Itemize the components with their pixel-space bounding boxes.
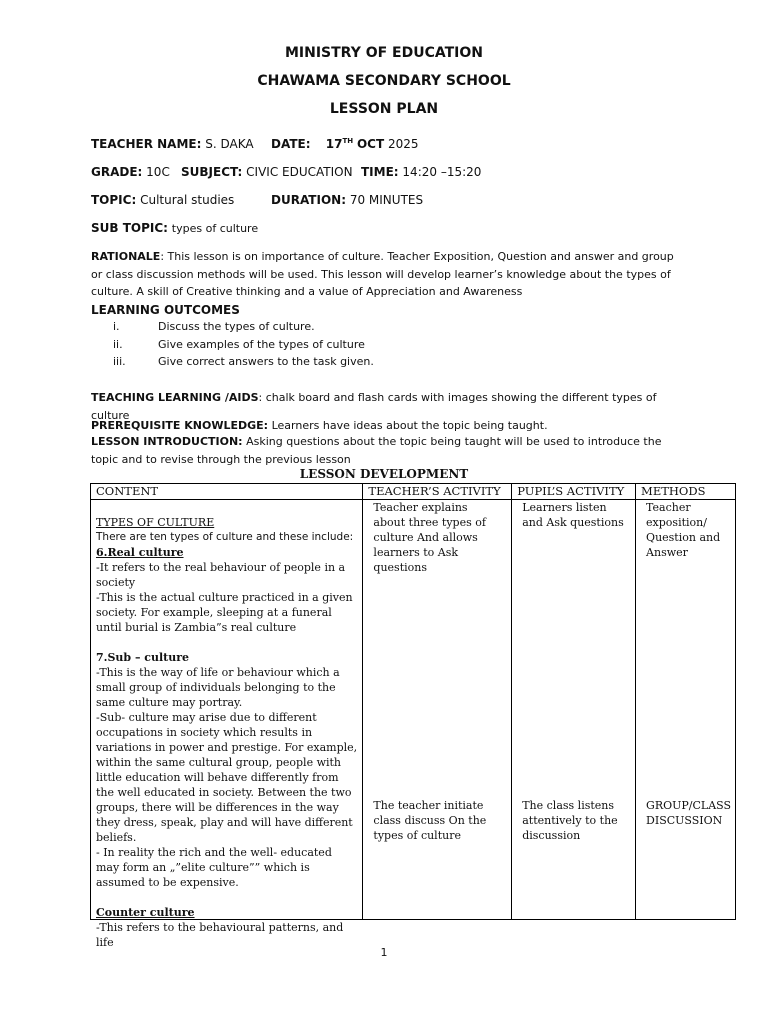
- time-row: [361, 165, 481, 179]
- pupil-activity-text: The class listens attentively to the discussion: [522, 799, 618, 842]
- prerequisite-line: [91, 417, 691, 435]
- page-number: 1: [380, 946, 388, 959]
- methods-text: Teacher exposition/ Question and Answer: [646, 501, 721, 559]
- types-intro: There are ten types of culture and these include:: [96, 531, 354, 543]
- teacher-activity-cell: [363, 500, 512, 920]
- teaching-aids-label: TEACHING LEARNING /AIDS: [91, 391, 259, 404]
- prerequisite-label: PREREQUISITE KNOWLEDGE:: [91, 419, 269, 432]
- topic-value: Cultural studies: [140, 193, 235, 207]
- outcome-number: i.: [113, 320, 120, 333]
- counter-culture-point: -This refers to the behavioural patterns, and life: [96, 921, 344, 949]
- subject-value: CIVIC EDUCATION: [246, 165, 353, 179]
- duration-row: [271, 193, 423, 207]
- sub-culture-point: - In reality the rich and the well- educated may form an „”elite culture”” which is assumed to be expensive.: [96, 846, 332, 889]
- teacher-name-row: [91, 137, 254, 151]
- subject-label: SUBJECT:: [181, 165, 243, 179]
- sub-culture-point: -This is the way of life or behaviour which a small group of individuals belonging to the same culture may portray.: [96, 666, 340, 709]
- content-cell: [91, 500, 363, 949]
- outcome-number: ii.: [113, 338, 123, 351]
- date-label: DATE:: [271, 137, 311, 151]
- subject-row: [181, 165, 353, 179]
- time-value: 14:20 –15:20: [402, 165, 482, 179]
- types-of-culture-heading: TYPES OF CULTURE: [96, 516, 215, 529]
- teacher-activity-text: Teacher explains about three types of culture And allows learners to Ask questions: [373, 501, 486, 574]
- outcome-text: Give examples of the types of culture: [158, 338, 365, 351]
- ministry-heading: MINISTRY OF EDUCATION: [284, 45, 484, 61]
- outcome-text: Give correct answers to the task given.: [158, 355, 374, 368]
- sub-culture-heading: 7.Sub – culture: [96, 651, 190, 664]
- methods-cell: [636, 500, 736, 920]
- date-month: OCT: [356, 137, 385, 151]
- introduction-text: Asking questions about the topic being taught will be used to introduce the topic and to revise through the previous lesson: [91, 435, 662, 466]
- document-title: LESSON PLAN: [329, 101, 439, 117]
- table-row: [91, 500, 736, 920]
- column-header-methods: METHODS: [636, 484, 736, 500]
- introduction-label: LESSON INTRODUCTION:: [91, 435, 243, 448]
- grade-value: 10C: [146, 165, 170, 179]
- prerequisite-text: Learners have ideas about the topic being taught.: [268, 419, 548, 432]
- outcome-number: iii.: [113, 355, 126, 368]
- teacher-name-value: S. DAKA: [205, 137, 254, 151]
- pupil-activity-text: Learners listen and Ask questions: [522, 501, 624, 529]
- rationale-text: : This lesson is on importance of culture. Teacher Exposition, Question and answer and group or class discussion methods will be used. This lesson will develop learner’s knowledge about the types of culture. A skill of Creative thinking and a value of Appreciation and Awareness: [91, 250, 674, 298]
- subtopic-row: [91, 221, 258, 235]
- column-header-content: CONTENT: [91, 484, 363, 500]
- learning-outcomes-heading: LEARNING OUTCOMES: [91, 303, 240, 317]
- grade-label: GRADE:: [91, 165, 143, 179]
- table-header-row: [91, 484, 736, 500]
- lesson-development-table: [90, 483, 736, 949]
- grade-row: [91, 165, 170, 179]
- real-culture-heading: 6.Real culture: [96, 546, 184, 559]
- lesson-development-title: LESSON DEVELOPMENT: [299, 467, 469, 481]
- date-row: [271, 137, 419, 151]
- duration-label: DURATION:: [271, 193, 346, 207]
- counter-culture-heading: Counter culture: [96, 906, 195, 919]
- duration-value: 70 MINUTES: [349, 193, 424, 207]
- rationale-label: RATIONALE: [91, 250, 161, 263]
- real-culture-point: -This is the actual culture practiced in a given society. For example, sleeping at a funeral until burial is Zambia”s real culture: [96, 591, 353, 634]
- teacher-name-label: TEACHER NAME:: [91, 137, 202, 151]
- outcome-text: Discuss the types of culture.: [158, 320, 315, 333]
- subtopic-value: types of culture: [171, 222, 259, 235]
- sub-culture-point: -Sub- culture may arise due to different occupations in society which results in variations in power and prestige. For example, within the same cultural group, people with little education will behave differently from the well educated in society. Between the two groups, there will be differences in the way they dress, speak, play and will have different beliefs.: [96, 711, 358, 844]
- date-day: 17: [325, 137, 343, 151]
- column-header-teacher-activity: TEACHER’S ACTIVITY: [363, 484, 512, 500]
- subtopic-label: SUB TOPIC:: [91, 221, 168, 235]
- date-suffix: TH: [342, 137, 354, 145]
- school-heading: CHAWAMA SECONDARY SCHOOL: [257, 73, 511, 89]
- introduction-paragraph: [91, 433, 681, 468]
- rationale-paragraph: [91, 248, 681, 301]
- methods-text: GROUP/CLASS DISCUSSION: [646, 799, 732, 827]
- date-year: 2025: [387, 137, 419, 151]
- teaching-aids-text: : chalk board and flash cards with images showing the different types of culture: [91, 391, 657, 422]
- pupil-activity-cell: [512, 500, 636, 920]
- column-header-pupil-activity: PUPIL’S ACTIVITY: [512, 484, 636, 500]
- topic-label: TOPIC:: [91, 193, 137, 207]
- teacher-activity-text: The teacher initiate class discuss On the types of culture: [373, 799, 487, 842]
- real-culture-point: -It refers to the real behaviour of people in a society: [96, 561, 346, 589]
- topic-row: [91, 193, 234, 207]
- time-label: TIME:: [361, 165, 399, 179]
